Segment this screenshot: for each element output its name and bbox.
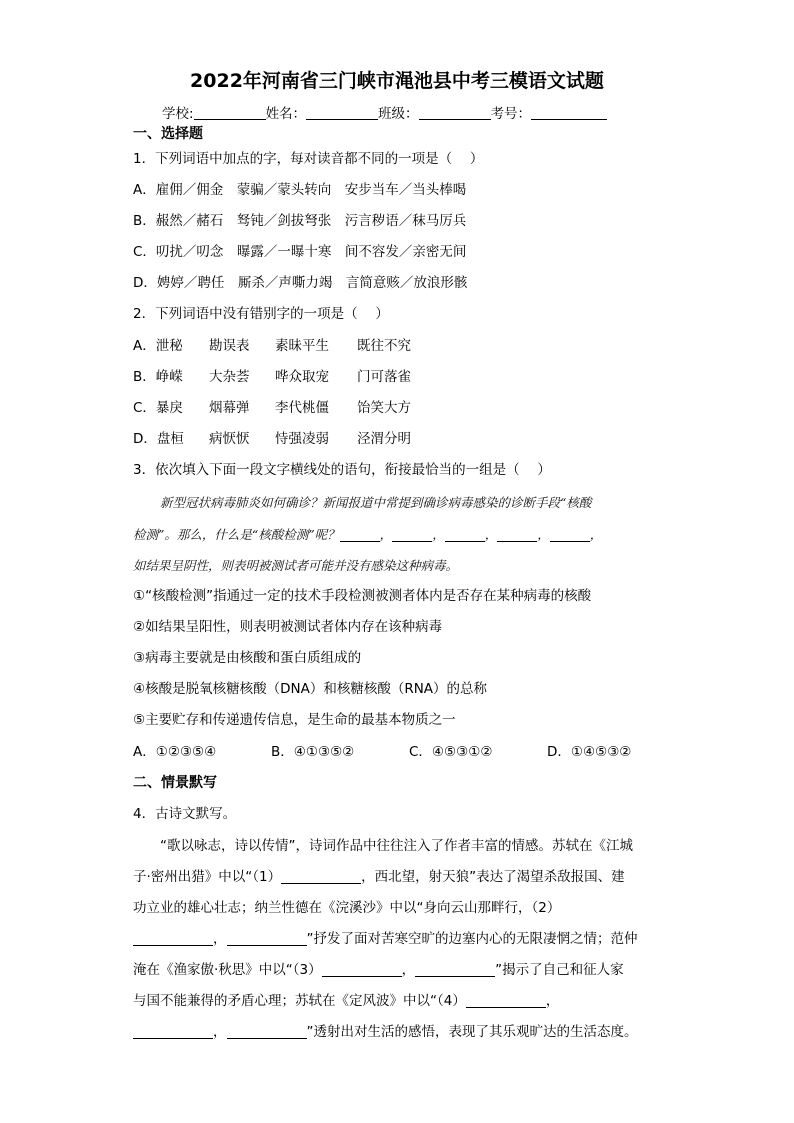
q2-a-word-2: 勘误表 [209, 338, 250, 354]
class-blank[interactable] [419, 105, 491, 120]
q1-option-b: B．赧然／赭石 驽钝／剑拔弩张 污言秽语／秣马厉兵 [133, 213, 467, 229]
q3-option-d: D．①④⑤③② [547, 744, 632, 760]
q2-a-word-4: 既往不究 [357, 338, 411, 354]
q3-blank-3[interactable] [445, 527, 485, 542]
q2-c-word-3: 李代桃僵 [275, 400, 329, 416]
school-blank[interactable] [194, 105, 266, 120]
number-blank[interactable] [531, 105, 607, 120]
q4-blank-4c[interactable] [227, 1024, 307, 1039]
q2-c-word-4: 饴笑大方 [357, 400, 411, 416]
section-heading-choice: 一、选择题 [133, 126, 203, 142]
q1-stem: 1．下列词语中加点的字，每对读音都不同的一项是（ ） [133, 151, 484, 167]
q4-line-5 [133, 961, 624, 979]
q2-c-word-1: C．暴戾 [133, 400, 183, 416]
q2-option-c [133, 399, 411, 417]
q2-d-word-3: 恃强凌弱 [275, 431, 329, 447]
q3-sentence-5: ⑤主要贮存和传递遗传信息，是生命的最基本物质之一 [133, 712, 456, 728]
q4-blank-3a[interactable] [322, 962, 402, 977]
class-label: 班级： [378, 106, 419, 122]
q4-blank-1[interactable] [281, 869, 361, 884]
q4-text-5c: ”揭示了自己和征人家 [495, 962, 624, 978]
school-label: 学校: [162, 106, 194, 122]
q4-stem: 4．古诗文默写。 [133, 806, 237, 822]
q3-sentence-2: ②如结果呈阳性，则表明被测试者体内存在该种病毒 [133, 619, 443, 635]
q3-blank-2[interactable] [392, 527, 432, 542]
q4-text-6b: ， [545, 993, 560, 1009]
q3-blank-1[interactable] [340, 527, 380, 542]
q2-d-word-1: D．盘桓 [133, 431, 184, 447]
q4-blank-3b[interactable] [415, 962, 495, 977]
q4-text-6a: 与国不能兼得的矛盾心理；苏轼在《定风波》中以“（4） [133, 993, 466, 1009]
q3-option-b: B．④①③⑤② [271, 744, 355, 760]
q3-stem: 3．依次填入下面一段文字横线处的语句，衔接最恰当的一组是（ ） [133, 462, 551, 478]
q3-option-a: A．①②③⑤④ [133, 744, 217, 760]
q3-blank-5[interactable] [550, 527, 590, 542]
q3-sentence-1: ①“核酸检测”指通过一定的技术手段检测被测者体内是否存在某种病毒的核酸 [133, 588, 592, 604]
q4-blank-4a[interactable] [466, 993, 546, 1008]
q2-option-d [133, 430, 411, 448]
q3-passage-text: 检测”。那么，什么是“核酸检测”呢？ [133, 527, 340, 542]
q2-stem: 2．下列词语中没有错别字的一项是（ ） [133, 306, 389, 322]
q4-text-5a: 淹在《渔家傲·秋思》中以“（3） [133, 962, 322, 978]
q4-text-2b: ，西北望，射天狼”表达了渴望杀敌报国、建 [361, 869, 625, 885]
q4-text-5b: ， [401, 962, 416, 978]
q4-line-4 [133, 930, 638, 948]
name-blank[interactable] [306, 105, 378, 120]
q1-option-d: D．娉婷／聘任 厮杀／声嘶力竭 言简意赅／放浪形骸 [133, 275, 468, 291]
section-heading-recitation: 二、情景默写 [133, 775, 217, 791]
q3-blank-4[interactable] [497, 527, 537, 542]
number-label: 考号： [490, 106, 532, 122]
q2-a-word-3: 素昧平生 [275, 338, 329, 354]
q4-line-7 [133, 1023, 638, 1041]
q4-line-3: 功立业的雄心壮志；纳兰性德在《浣溪沙》中以“身向云山那畔行，（2） [133, 900, 561, 916]
q2-a-word-1: A．泄秘 [133, 338, 183, 354]
q4-blank-2b[interactable] [227, 931, 307, 946]
q4-line-6 [133, 992, 559, 1010]
q2-option-a [133, 337, 411, 355]
q3-passage-line-3: 如结果呈阴性，则表明被测试者可能并没有感染这种病毒。 [133, 558, 459, 573]
name-label: 姓名： [265, 106, 307, 122]
q4-text-4a: ， [213, 931, 227, 947]
q3-passage-line-1: 新型冠状病毒肺炎如何确诊？新闻报道中常提到确诊病毒感染的诊断手段“核酸 [160, 495, 592, 510]
q2-d-word-4: 泾渭分明 [357, 431, 411, 447]
student-info-line [162, 102, 607, 122]
q2-d-word-2: 病恹恹 [209, 431, 250, 447]
q2-b-word-3: 哗众取宠 [275, 369, 329, 385]
q2-option-b [133, 368, 411, 386]
q3-sentence-3: ③病毒主要就是由核酸和蛋白质组成的 [133, 650, 362, 666]
q4-line-2 [133, 868, 625, 886]
q4-blank-2a[interactable] [133, 931, 213, 946]
q2-b-word-2: 大杂荟 [209, 369, 250, 385]
q4-text-7b: ”透射出对生活的感悟，表现了其乐观旷达的生活态度。 [306, 1024, 638, 1040]
page-title: 2022年河南省三门峡市渑池县中考三模语文试题 [190, 70, 604, 92]
q3-passage-line-2: 检测”。那么，什么是“核酸检测”呢？ ， ， ， ， ， [133, 527, 603, 542]
q2-c-word-2: 烟幕弹 [209, 400, 250, 416]
q1-option-a: A．雇佣／佣金 蒙骗／蒙头转向 安步当车／当头棒喝 [133, 182, 467, 198]
q4-blank-4b[interactable] [133, 1024, 213, 1039]
q3-options [133, 743, 631, 761]
q4-text-4b: ”抒发了面对苦寒空旷的边塞内心的无限凄惘之情；范仲 [306, 931, 638, 947]
q4-text-2a: 子·密州出猎》中以“（1） [133, 869, 282, 885]
q1-option-c: C．叨扰／叨念 曝露／一曝十寒 间不容发／亲密无间 [133, 244, 467, 260]
q4-line-1: “歌以咏志，诗以传情”，诗词作品中往往注入了作者丰富的情感。苏轼在《江城 [160, 838, 633, 854]
q2-b-word-4: 门可落雀 [357, 369, 411, 385]
q3-sentence-4: ④核酸是脱氧核糖核酸（DNA）和核糖核酸（RNA）的总称 [133, 681, 488, 697]
q4-text-7a: ， [213, 1024, 227, 1040]
q3-option-c: C．④⑤③①② [409, 744, 493, 760]
q2-b-word-1: B．峥嵘 [133, 369, 183, 385]
